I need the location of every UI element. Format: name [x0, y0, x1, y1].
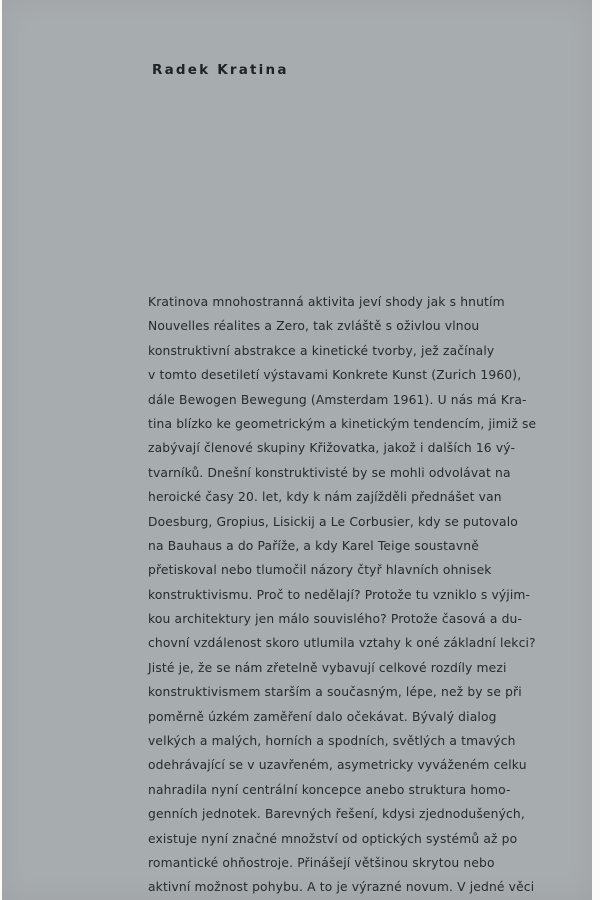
text-line: na Bauhaus a do Paříže, a kdy Karel Teige soustavně	[148, 538, 479, 553]
book-page	[2, 0, 592, 900]
text-line: heroické časy 20. let, kdy k nám zajížděli přednášet van	[148, 490, 502, 505]
text-line: chovní vzdálenost skoro utlumila vztahy k oné základní lekci?	[148, 636, 536, 651]
text-line: Kratinova mnohostranná aktivita jeví shody jak s hnutím	[148, 295, 505, 309]
text-line: velkých a malých, horních a spodních, světlých a tmavých	[148, 734, 516, 749]
text-line: Jisté je, že se nám zřetelně vybavují celkové rozdíly mezi	[148, 660, 507, 675]
text-line: přetiskoval nebo tlumočil názory čtyř hlavních ohnisek	[148, 563, 492, 578]
text-line: aktivní možnost pohybu. A to je výrazné novum. V jedné věci	[148, 880, 535, 895]
text-line: nahradila nyní centrální koncepce anebo struktura homo-	[148, 782, 511, 797]
text-line: odehrávající se v uzavřeném, asymetricky vyváženém celku	[148, 758, 527, 773]
text-line: dále Bewogen Bewegung (Amsterdam 1961). U nás má Kra-	[148, 392, 527, 407]
text-line: zabývají členové skupiny Křižovatka, jakož i dalších 16 vý-	[148, 441, 516, 456]
text-line: konstruktivismu. Proč to nedělají? Protože tu vzniklo s výjim-	[148, 587, 531, 602]
article-body	[148, 290, 568, 900]
author-heading: Radek Kratina	[152, 62, 289, 78]
text-line: kou architektury jen málo souvislého? Protože časová a du-	[148, 612, 523, 627]
text-line: konstruktivní abstrakce a kinetické tvorby, jež začínaly	[148, 343, 495, 358]
text-line: tina blízko ke geometrickým a kinetickým tendencím, jimiž se	[148, 416, 537, 431]
text-line: existuje nyní značné množství od optických systémů až po	[148, 831, 518, 846]
text-line: poměrně úzkém zaměření dalo očekávat. Bývalý dialog	[148, 709, 497, 724]
text-line: tvarníků. Dnešní konstruktivisté by se mohli odvolávat na	[148, 465, 511, 480]
text-line: konstruktivismem starším a současným, lépe, než by se při	[148, 685, 522, 700]
text-line: romantické ohňostroje. Přinášejí většinou skrytou nebo	[148, 855, 495, 870]
text-line: Doesburg, Gropius, Lisickij a Le Corbusier, kdy se putovalo	[148, 514, 518, 529]
text-line: Nouvelles réalites a Zero, tak zvláště s oživlou vlnou	[148, 319, 480, 334]
text-line: v tomto desetiletí výstavami Konkrete Kunst (Zurich 1960),	[148, 368, 522, 383]
text-line: genních jednotek. Barevných řešení, kdysi zjednodušených,	[148, 807, 525, 822]
